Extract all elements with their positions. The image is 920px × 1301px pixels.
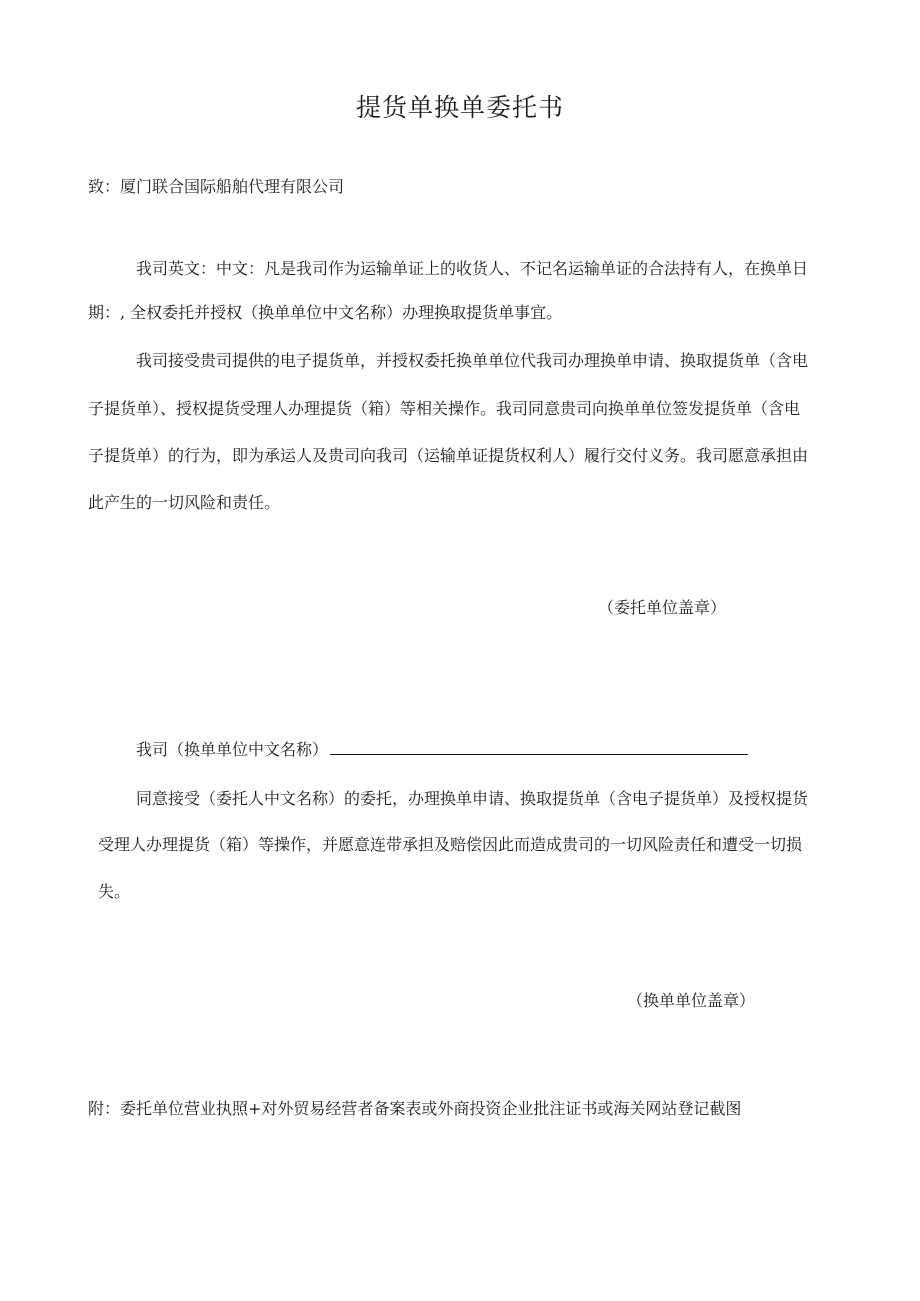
acknowledgement-label: 我司（换单单位中文名称） xyxy=(136,740,329,759)
paragraph2-line3: 子提货单）的行为，即为承运人及贵司向我司（运输单证提货权利人）履行交付义务。我司愿意承担由 xyxy=(88,446,809,465)
acknowledgement-row xyxy=(136,740,748,760)
paragraph2-line4: 此产生的一切风险和责任。 xyxy=(88,493,281,512)
document-title: 提货单换单委托书 xyxy=(355,93,564,122)
paragraph1-line1: 我司英文：中文：凡是我司作为运输单证上的收货人、不记名运输单证的合法持有人，在换单日 xyxy=(136,259,809,278)
addressee: 致：厦门联合国际船舶代理有限公司 xyxy=(88,177,345,196)
agent-seal-label: （换单单位盖章） xyxy=(627,991,756,1010)
paragraph3-line1: 同意接受（委托人中文名称）的委托，办理换单申请、换取提货单（含电子提货单）及授权提货 xyxy=(136,789,809,808)
agent-name-blank-line xyxy=(330,740,748,755)
client-seal-label: （委托单位盖章） xyxy=(598,598,727,617)
paragraph3-line3: 失。 xyxy=(98,882,131,901)
paragraph2-line1: 我司接受贵司提供的电子提货单，并授权委托换单单位代我司办理换单申请、换取提货单（含电 xyxy=(136,351,809,370)
attachment-note: 附：委托单位营业执照+对外贸易经营者备案表或外商投资企业批注证书或海关网站登记截图 xyxy=(88,1099,742,1118)
paragraph3-line2: 受理人办理提货（箱）等操作，并愿意连带承担及赔偿因此而造成贵司的一切风险责任和遭受一切损 xyxy=(98,835,803,854)
paragraph1-line2: 期：, 全权委托并授权（换单单位中文名称）办理换取提货单事宜。 xyxy=(88,303,563,322)
paragraph2-line2: 子提货单）、授权提货受理人办理提货（箱）等相关操作。我司同意贵司向换单单位签发提货单（含电 xyxy=(88,399,801,418)
